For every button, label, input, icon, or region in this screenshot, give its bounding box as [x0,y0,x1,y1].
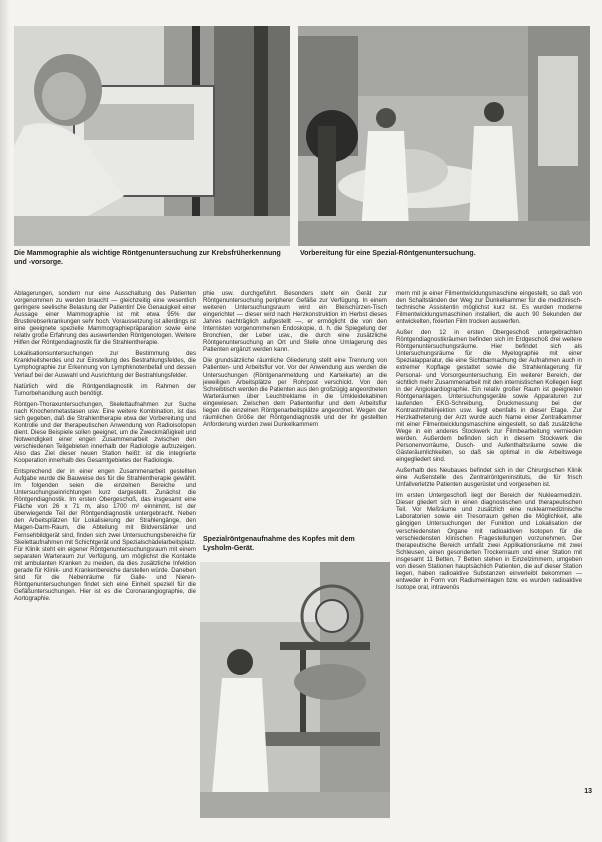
paragraph: Röntgen-Thoraxuntersuchungen, Skelettaufnahmen zur Suche nach Knochenmetastasen usw. Eine weitere Kombination, ist das sich gegeben, daß die Strahlentherapie etwa der Vorbereitung und Kontrolle und der therapeutischen Anwendung von Radioisotopen dient. Diese Beispiele sollen geeignet, um die Zweckmäßigkeit und Notwendigkeit einer engen Zusammenarbeit zwischen den verschiedenen Teilgebieten innerhalb der Radiologie aufzuzeigen. Also das Ziel dieser neuen Station heißt: ist die integrierte Kooperation innerhalb des Gesamtgebietes der Radiologie. [14,400,196,465]
paragraph: Außerhalb des Neubaues befindet sich in der Chirurgischen Klinik eine Außenstelle des Zentralröntgeninstituts, die für frisch Unfallverletzte Patienten ausgerüstet und vorgesehen ist. [396,467,582,489]
paragraph: Die grundsätzliche räumliche Gliederung stellt eine Trennung von Patienten- und Arbeitsflur vor. Vor der Anwendung aus werden die Untersuchungen (Röntgenanmeldung und Karteikarte) an die jeweiligen Arbeitsplätze per Rohrpost verschickt. Von den Schreibtisch werden die Patienten aus den großzügig angeordneten Warteräumen über Leuchtreklame in die Umkleidekabinen eingewiesen. Zwischen dem Patientenflur und dem Arbeitsflur liegen die einzelnen Röntgenarbeitsplätze angeordnet. Wegen der räumlichen Größe der Röntgendiagnostik und der ihr gestellten Anforderung wurden zwei Dunkelkammern [203,357,387,428]
page-number: 13 [584,788,592,795]
text-column-1 [14,290,196,818]
photo-mammography [14,26,290,246]
text-column-3 [396,290,582,818]
photo-special-xray-preparation [298,26,590,246]
paragraph: Lokalisationsuntersuchungen zur Bestimmung des Krankheitsherdes und zur Einstellung des Bestrahlungsfeldes, die Lymphographie zur Erkennung von Lymphknotenbefall und dessen Verlauf bei der Auswahl und Ausrichtung der Bestrahlungsfelder. [14,350,196,379]
paragraph: Außer den 12 in ersten Obergeschoß untergebrachten Röntgendiagnostikräumen befinden sich im Erdgeschoß drei weitere Röntgenuntersuchungsräume. Hier befindet sich als Untersuchungsräume für die Myelographie mit einer Spezialapparatur, die eine Sichtbarmachung der Aufnahmen auch in extremer Kopflage gestattet sowie die Strahlenlagerung für Personal- und Vorsorgeuntersuchung. Ein weiterer Bereich, der sichtlich mehr Zusammenarbeit mit den internistischen Kollegen liegt in der Angiokardiographie. Ein relativ großer Raum ist geeigneten Röntgenanlagen. Untersuchungsgeräte sowie Apparaturen zur laufenden EKG-Schreibung, Druckmessung bei der Kontrastmittelinjektion usw. liegt ebenfalls in dieser Etage. Zur Herzkatheterung der Arzt wurde auch Name einer Zentralkammer mit einer Filmentwicklungsmaschine eingestellt, so daß zusätzliche Wege in ein anderes Stockwerk zur Filmbearbeitung vermieden werden. Außerdem befinden sich in diesem Stockwerk die Personenvorräume, Dusch- und Aufenthaltsräume sowie die Gästeräumlichkeiten, so daß sie optimal in die Arbeitswege eingegliedert sind. [396,329,582,464]
paragraph: mern mit je einer Filmentwicklungsmaschine eingestellt, so daß von den Schaltständen der Weg zur Dunkelkammer für die medizinisch-technische Assistentin möglichst kurz ist. Es wurden moderne Filmentwicklungsmaschinen installiert, die auch 90 Sekunden der entwickelten, fixierten Film trocken auswerfen. [396,290,582,326]
paragraph: Entsprechend der in einer engen Zusammenarbeit gestellten Aufgabe wurde die Bauweise des für die Strahlentherapie gewählt. Im folgenden seien die einzelnen Bereiche und Untersuchungseinrichtungen kurz dargestellt. Zunächst die Röntgendiagnostik. Im ersten Obergeschoß, das insgesamt eine Fläche von 26 x 71 m, also 1700 m² einnimmt, ist der überwiegende Teil der Röntgendiagnostik untergebracht. Neben den Arbeitsplätzen für Lokalisierung der Strahlengänge, den Magen-Darm-Raum, die Abteilung mit Bildverstärker und Fernsehbildgerät sind, finden sich zwei Untersuchungsbereiche für Skelettaufnahmen mit Schichtgerät und Spezialschädelarbeitsplatz. Für Klinik steht ein eigener Röntgenuntersuchungsraum mit einem separaten Warteraum zur Verfügung, um möglichst die Kontakte mit ambulanten Kranken zu meiden, da dies zusätzliche Infektion gerade für Klinik- und Krankenbereiche darstellen würde. Daneben sind für die Nebenräume für Galle- und Nieren-Röntgenuntersuchungen findet sich eine Einheit speziell für die Gefäßuntersuchungen. Hier ist es die Coronarangiographie, die Aortographie. [14,468,196,602]
paragraph: Natürlich wird die Röntgendiagnostik im Rahmen der Tumorbehandlung auch benötigt. [14,382,196,397]
caption-lysholm: Spezialröntgenaufnahme des Kopfes mit dem Lysholm-Gerät. [203,536,355,552]
paragraph: Ablagerungen, sondern nur eine Ausschaltung des Patienten vorgenommen zu werden braucht — gleichzeitig eine wesentlich geringere seelische Belastung der Patientin! Die Genauigkeit einer Aussage einer Mammographie ist mit etwa 95% der Brustkrebserkrankungen sehr hoch. Voraussetzung ist allerdings ist eine geeignete spezielle Mammographiepräparation sowie eine relativ große Erfahrung des auswertenden Röntgenologen. Weitere Hilfen der Röntgendiagnostik für die Strahlentherapie. [14,290,196,347]
photo-lysholm-device [200,562,390,818]
page-gutter-shadow [0,0,10,842]
paragraph: phie usw. durchgeführt. Besonders steht ein Gerät zur Röntgenuntersuchung peripherer Gefäße zur Verfügung. In einem weiteren Untersuchungsraum wird ein Bleischürzen-Tisch eingerichtet — dieser wird nach Herzkonstruktion im Herbst dieses Jahres nachträglich aufgestellt —, er ermöglicht die von den Internisten vorgenommenen Endoskopie, d. h. die Spiegelung der Bronchien, der Leber usw., die durch eine zusätzliche Röntgenuntersuchung an Ort und Stelle ohne Umlagerung des Patienten ergänzt werden kann. [203,290,387,354]
paragraph: Im ersten Untergeschoß liegt der Bereich der Nuklearmedizin. Dieser gliedert sich in einen diagnostischen und therapeutischen Teil. Vor Meßräume und zusätzlich eine nuklearmedizinische Laboratorien sowie ein Tresorraum gehen die Möglichkeit, alle gängigen Untersuchungen der Funktion und Lokalisation der verschiedensten Organe mit radioaktiven Isotopen für die verschiedensten klinischen Fragestellungen vorzunehmen. Der therapeutische Bereich umfaßt zwei Applikationsräume mit zwei Schleusen, einen gesonderten Trockenraum und einer Station mit insgesamt 11 Betten, 7 Betten stehen in Einzelzimmern, umgeben von diesen Stationen hauptsächlich Patienten, die auf dieser Station liegen, haben radioaktive Substanzen einverleibt bekommen — entweder in Form von Radiumeinlagen bzw. es wurden radioaktive Isotope oral, intravenös [396,492,582,591]
text-column-2 [203,290,387,532]
caption-mammography: Die Mammographie als wichtige Röntgenuntersuchung zur Krebsfrüherkennung und -vorsorge. [14,250,281,266]
caption-special-xray: Vorbereitung für eine Spezial-Röntgenuntersuchung. [300,250,476,257]
